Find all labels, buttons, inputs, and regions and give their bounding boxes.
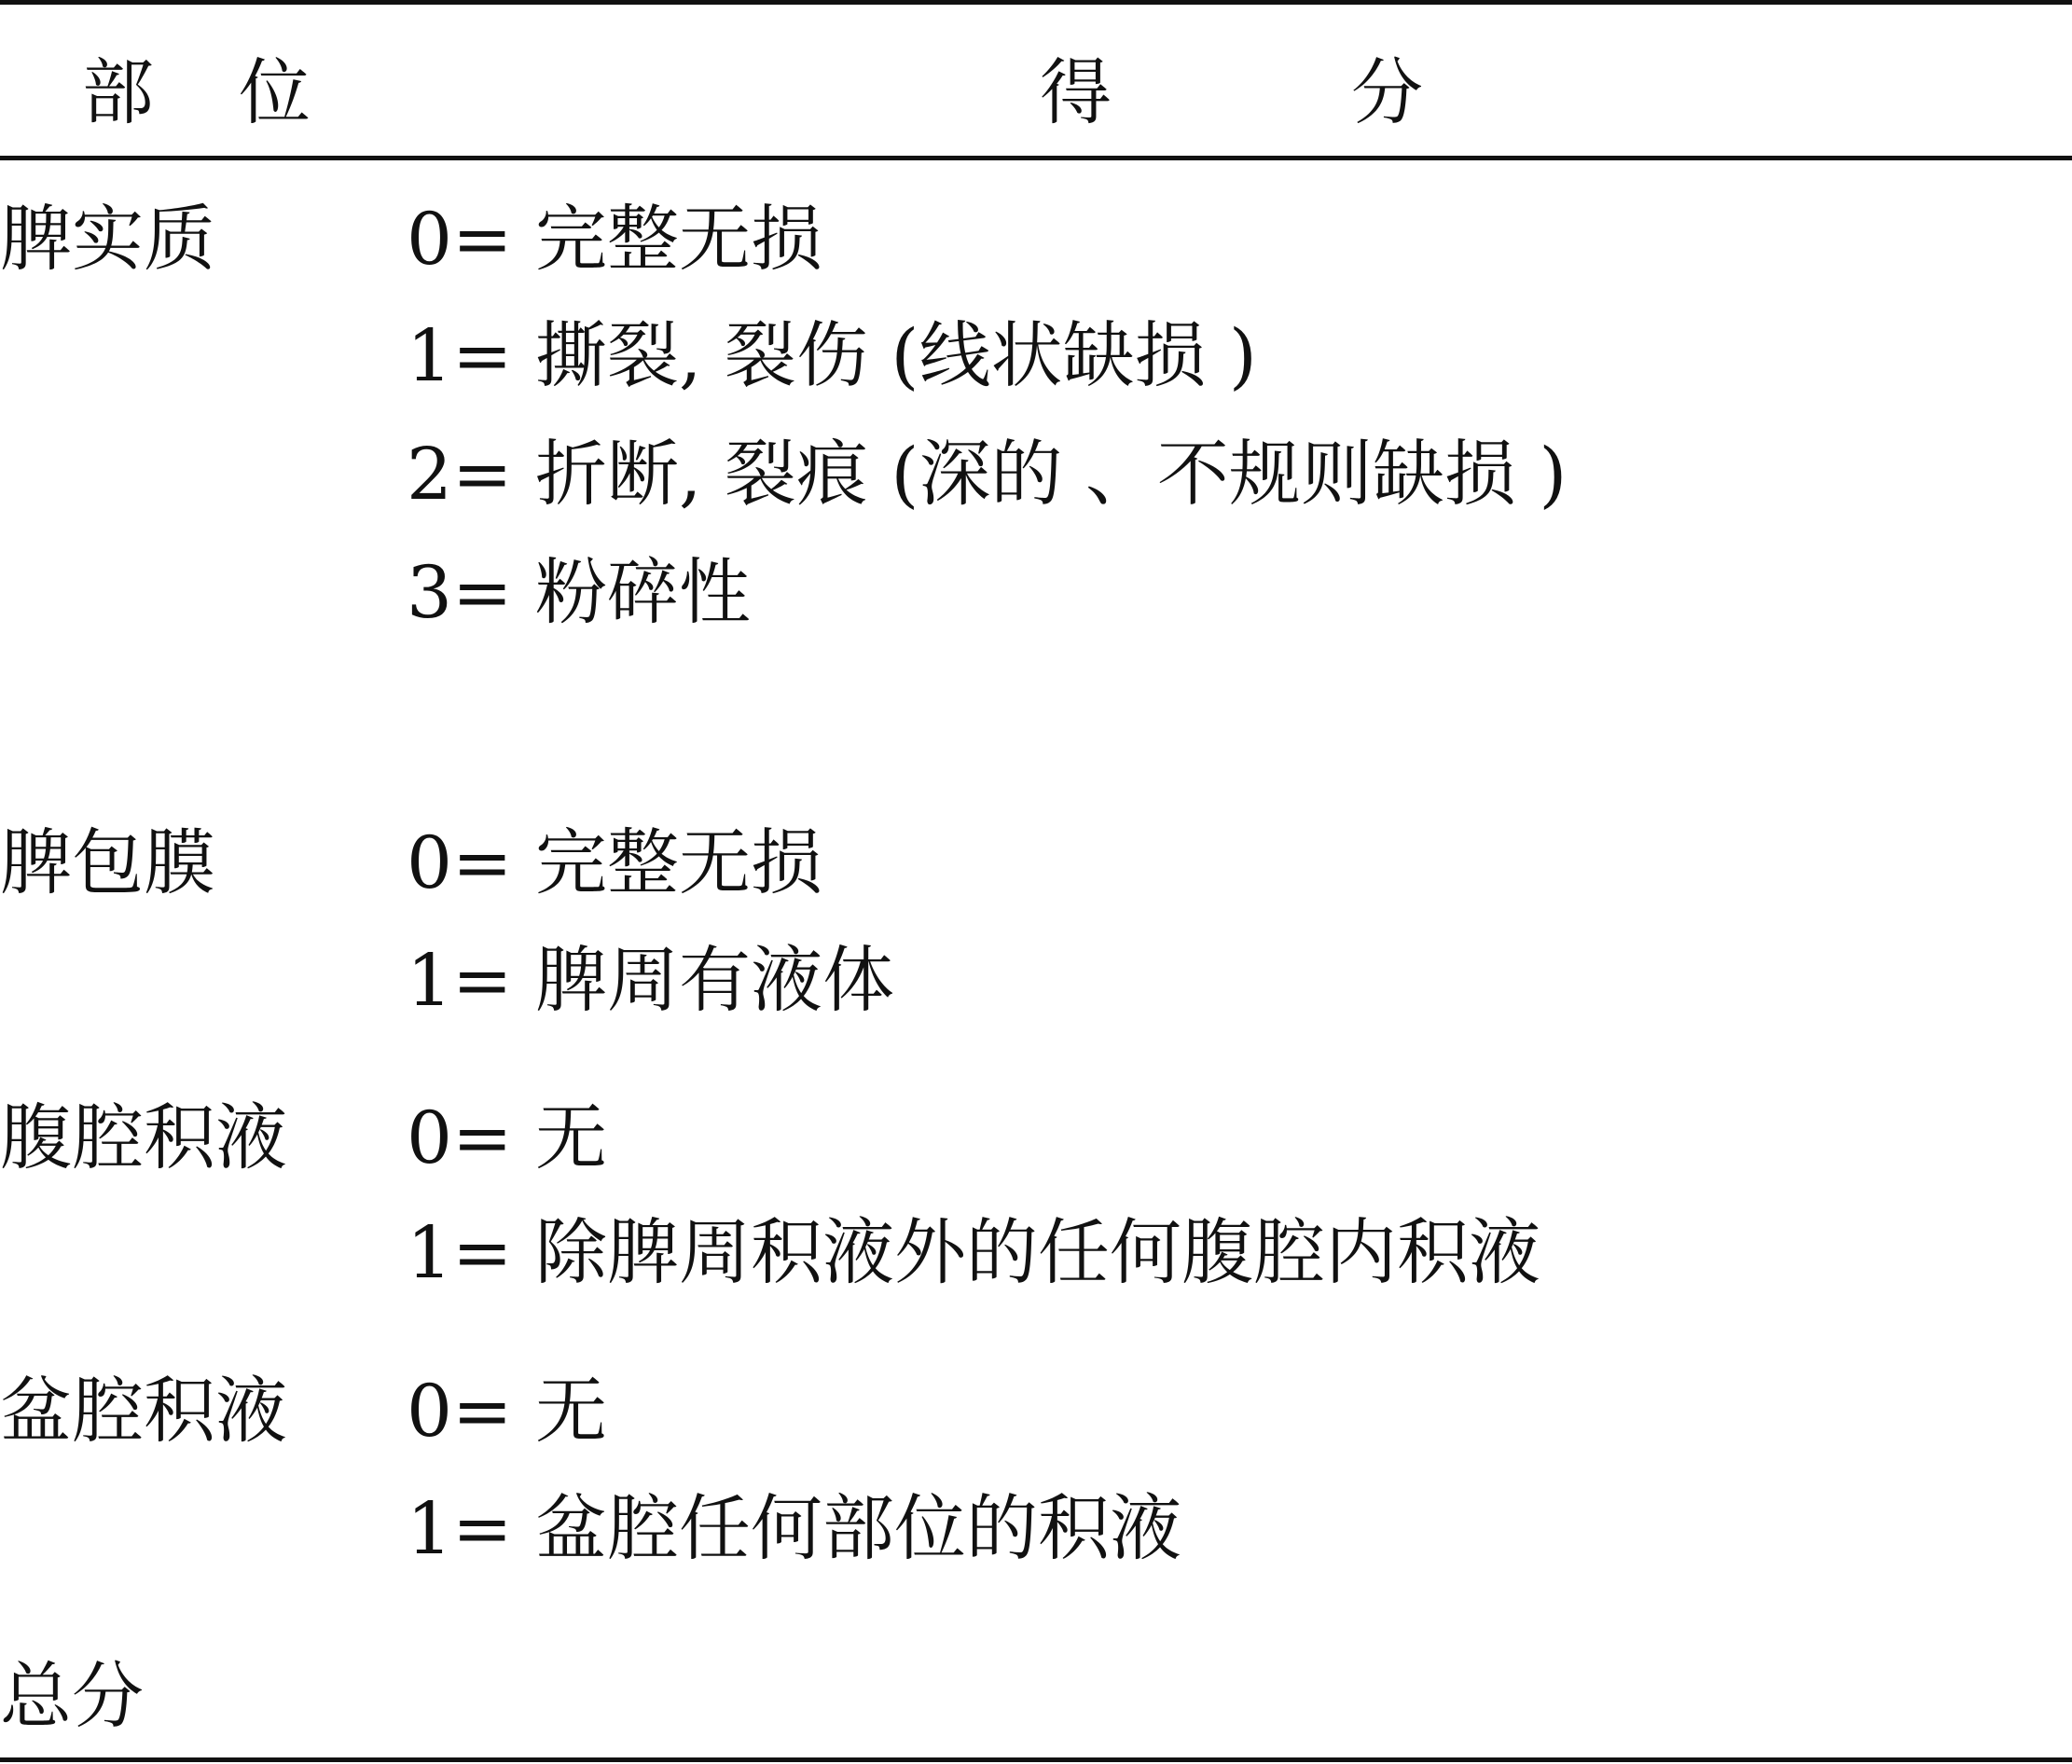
score-item: 1= 脾周有液体 [407,940,894,1023]
header-rule [0,156,2072,160]
header-col1-char2: 位 [239,52,311,135]
score-item: 1= 除脾周积液外的任何腹腔内积液 [407,1212,1540,1295]
score-item: 3= 粉碎性 [407,552,751,635]
region-label-pelvic-fluid: 盆腔积液 [0,1371,287,1454]
region-label-splenic-parenchyma: 脾实质 [0,199,215,282]
total-score-label: 总分 [0,1656,144,1739]
bottom-rule [0,1757,2072,1762]
header-col1-char1: 部 [82,52,154,135]
score-item: 0= 无 [407,1097,607,1180]
top-rule [0,0,2072,5]
score-item: 1= 撕裂, 裂伤 (线状缺损 ) [407,315,1257,398]
region-label-abdominal-fluid: 腹腔积液 [0,1097,287,1180]
score-item: 1= 盆腔任何部位的积液 [407,1488,1181,1571]
header-col2-char1: 得 [1040,52,1112,135]
header-col2-char2: 分 [1351,52,1423,135]
score-item: 2= 折断, 裂痕 (深的 、不规则缺损 ) [407,434,1568,517]
score-item: 0= 完整无损 [407,199,822,282]
score-item: 0= 完整无损 [407,822,822,905]
region-label-splenic-capsule: 脾包膜 [0,822,215,905]
score-item: 0= 无 [407,1371,607,1454]
